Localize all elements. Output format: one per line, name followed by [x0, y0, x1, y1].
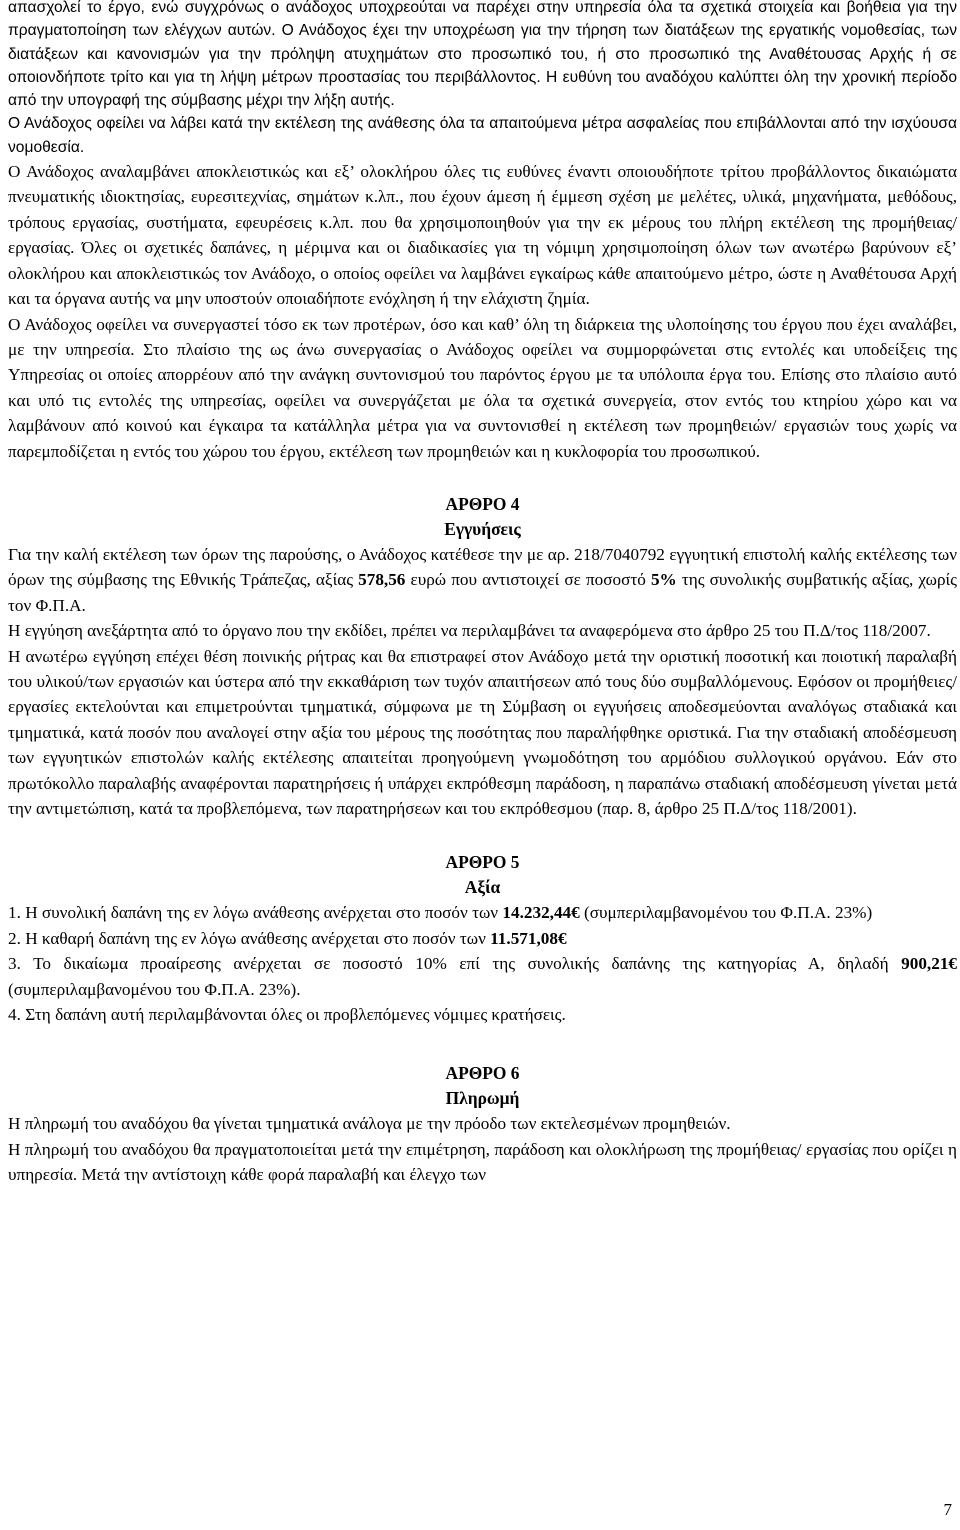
guarantee-amount: 578,56 [358, 570, 406, 590]
spacer [8, 821, 957, 850]
intro-paragraph-1: απασχολεί το έργο, ενώ συγχρόνως ο ανάδοχος υποχρεούται να παρέχει στην υπηρεσία όλα τα σχετικά στοιχεία και βοήθεια για την πραγματοποίηση των ελέγχων αυτών. Ο Ανάδοχος έχει την υποχρέωση για την τήρηση των διατάξεων της εργατικής νομοθεσίας, των διατάξεων και κανονισμών για την πρόληψη ατυχημάτων στο προσωπικό του, ή στο προσωπικό της Αναθέτουσας Αρχής ή σε οποιονδήποτε τρίτο και για τη λήψη μέτρων προστασίας του περιβάλλοντος. Η ευθύνη του αναδόχου καλύπτει όλη την χρονική περίοδο από την υπογραφή της σύμβασης μέχρι την λήξη αυτής. [8, 0, 957, 110]
value-item-1-text-a: 1. Η συνολική δαπάνη της εν λόγω ανάθεσης ανέρχεται στο ποσόν των [8, 903, 503, 923]
value-item-1 [8, 900, 957, 925]
article-4-number: ΑΡΘΡΟ 4 [445, 493, 520, 514]
guarantee-issuer-paragraph: Η εγγύηση ανεξάρτητα από το όργανο που την εκδίδει, πρέπει να περιλαμβάνει τα αναφερόμενα στο άρθρο 25 του Π.Δ/τος 118/2007. [8, 621, 931, 641]
spacer [8, 1027, 957, 1061]
option-amount: 900,21€ [901, 954, 957, 974]
guarantee-release-paragraph: Η ανωτέρω εγγύηση επέχει θέση ποινικής ρήτρας και θα επιστραφεί στον Ανάδοχο μετά την οριστική ποσοτική και ποιοτική παραλαβή του υλικού/των εργασιών και ύστερα από την εκκαθάριση των τυχόν απαιτήσεων από τους δύο συμβαλλόμενους. Εφόσον οι προμήθειες/ εργασίες εκτελούνται και επιμετρούνται τμηματικά, σύμφωνα με τη Σύμβαση οι εγγυήσεις αποδεσμεύονται αναλόγως σταδιακά και τμηματικά, κατά ποσόν που αναλογεί στην αξία του μέρους της ποσότητας που παραλήφθηκε οριστικά. Για την σταδιακή αποδέσμευση των εγγυητικών επιστολών καλής εκτέλεσης απαιτείται προηγούμενη γνωμοδότηση του αρμόδιου συλλογικού οργάνου. Εάν στο πρωτόκολλο παραλαβής αναφέρονται παρατηρήσεις ή υπάρχει εκπρόθεσμη παράδοση, η παραπάνω σταδιακή αποδέσμευση γίνεται μετά την αντιμετώπιση, κατά τα προβλεπόμενα, των παρατηρήσεων και του εκπρόθεσμου (παρ. 8, άρθρο 25 Π.Δ/τος 118/2001). [8, 646, 957, 819]
value-item-2 [8, 926, 957, 951]
guarantee-text-c: της συνολικής συμβατικής αξίας, χωρίς τον Φ.Π.Α. [8, 570, 957, 615]
payment-paragraph-2: Η πληρωμή του αναδόχου θα πραγματοποιείται μετά την επιμέτρηση, παράδοση και ολοκλήρωση της προμήθειας/ εργασίας που ορίζει η υπηρεσία. Μετά την αντίστοιχη κάθε φορά παραλαβή και έλεγχο των [8, 1139, 957, 1185]
cooperation-paragraph: Ο Ανάδοχος οφείλει να συνεργαστεί τόσο εκ των προτέρων, όσο και καθ’ όλη τη διάρκεια της υλοποίησης του έργου που έχει αναλάβει, με την υπηρεσία. Στο πλαίσιο της ως άνω συνεργασίας ο Ανάδοχος οφείλει να συμμορφώνεται στις εντολές και υποδείξεις της Υπηρεσίας οι οποίες απορρέουν από την ανάγκη συντονισμού του παρόντος έργου με τα υπόλοιπα έργα του. Επίσης στο πλαίσιο αυτό και υπό τις εντολές της υπηρεσίας, οφείλει να συνεργάζεται με όλα τα σχετικά συνεργεία, στον εντός του κτηρίου χώρο και να λαμβάνουν από κοινού και έγκαιρα τα κατάλληλα μέτρα για να συντονισθεί η εκτέλεση των προμηθειών/ εργασιών τους χωρίς να παρεμποδίζεται η εντός του χώρου του έργου, εκτέλεση των προμηθειών και η κυκλοφορία του προσωπικού. [8, 314, 957, 461]
guarantee-paragraph [8, 542, 957, 618]
value-item-3 [8, 951, 957, 1002]
intro-paragraph-2: Ο Ανάδοχος οφείλει να λάβει κατά την εκτέλεση της ανάθεσης όλα τα απαιτούμενα μέτρα ασφαλείας που επιβάλλονται από την ισχύουσα νομοθεσία. [8, 115, 957, 156]
value-item-4: 4. Στη δαπάνη αυτή περιλαμβάνονται όλες οι προβλεπόμενες νόμιμες κρατήσεις. [8, 1005, 566, 1025]
guarantee-text-a: Για την καλή εκτέλεση των όρων της παρούσης, ο Ανάδοχος κατέθεσε την με αρ. 218/7040792 εγγυητική επιστολή καλής εκτέλεσης των όρων της σύμβασης της Εθνικής Τράπεζας, αξίας [8, 544, 957, 590]
article-4-title: Εγγυήσεις [444, 518, 521, 539]
page-number: 7 [943, 1500, 952, 1519]
article-5-number: ΑΡΘΡΟ 5 [445, 852, 520, 873]
value-item-2-text: 2. Η καθαρή δαπάνη της εν λόγω ανάθεσης ανέρχεται στο ποσόν των [8, 928, 491, 948]
guarantee-percent: 5% [650, 570, 677, 590]
article-6-title: Πληρωμή [445, 1088, 520, 1109]
value-item-3-text-a: 3. Το δικαίωμα προαίρεσης ανέρχεται σε ποσοστό 10% επί της συνολικής δαπάνης της κατηγορίας Α, δηλαδή [8, 954, 902, 974]
payment-paragraph-1: Η πληρωμή του αναδόχου θα γίνεται τμηματικά ανάλογα με την πρόοδο των εκτελεσμένων προμηθειών. [8, 1114, 731, 1134]
spacer [8, 464, 957, 492]
total-cost-amount: 14.232,44€ [502, 903, 580, 923]
page-content [8, 0, 957, 1188]
net-cost-amount: 11.571,08€ [490, 928, 567, 948]
guarantee-text-b: ευρώ που αντιστοιχεί σε ποσοστό [405, 570, 651, 590]
value-item-3-text-b: (συμπεριλαμβανομένου του Φ.Π.Α. 23%). [8, 979, 301, 999]
value-item-1-text-b: (συμπεριλαμβανομένου του Φ.Π.Α. 23%) [579, 903, 873, 923]
intellectual-property-paragraph: Ο Ανάδοχος αναλαμβάνει αποκλειστικώς και εξ’ ολοκλήρου όλες τις ευθύνες έναντι οποιουδήποτε τρίτου προβάλλοντος δικαιώματα πνευματικής ιδιοκτησίας, ευρεσιτεχνίας, σημάτων κ.λπ., που έχουν άμεση ή έμμεση σχέση με μελέτες, υλικά, μηχανήματα, μεθόδους, τρόπους εργασίας, συστήματα, εφευρέσεις κ.λπ. που θα χρησιμοποιηθούν για την εκ μέρους του πλήρη εκτέλεση της προμήθειας/ εργασίας. Όλες οι σχετικές δαπάνες, η μέριμνα και οι διαδικασίες για τη νόμιμη χρησιμοποίηση όλων των ανωτέρω βαρύνουν εξ’ ολοκλήρου και αποκλειστικώς τον Ανάδοχο, ο οποίος οφείλει να λαμβάνει εγκαίρως κάθε απαιτούμενο μέτρο, ώστε η Αναθέτουσα Αρχή και τα όργανα αυτής να μην υποστούν οποιαδήποτε ενόχληση ή την ελάχιστη ζημία. [8, 162, 957, 309]
article-6-number: ΑΡΘΡΟ 6 [445, 1063, 520, 1084]
article-5-title: Αξία [464, 877, 501, 898]
